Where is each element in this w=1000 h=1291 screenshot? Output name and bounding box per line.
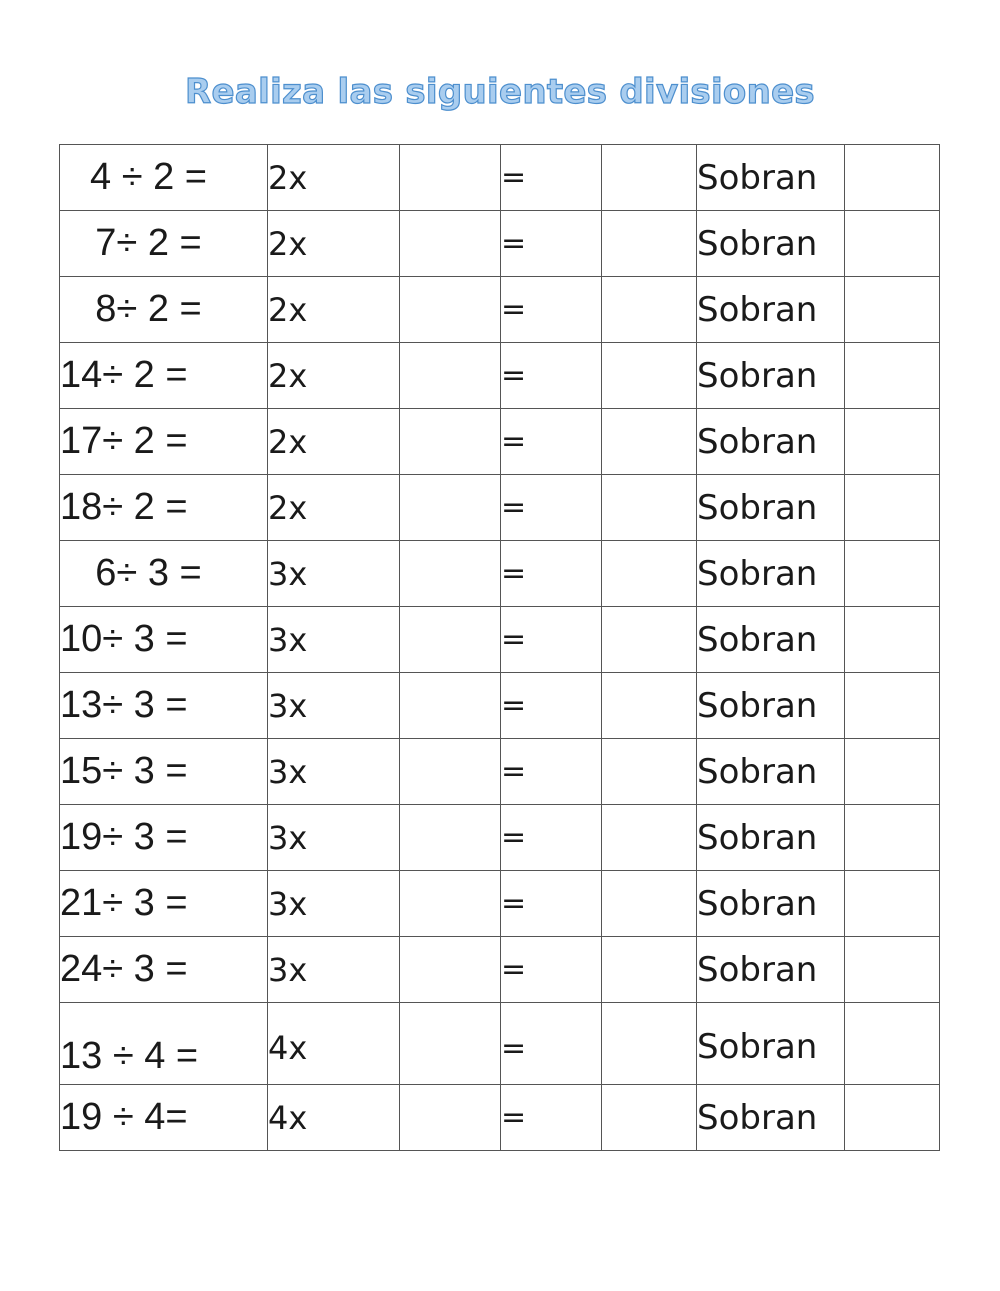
table-row [60,1003,940,1085]
answer-blank-product[interactable] [602,673,697,739]
remainder-label: Sobran [697,1085,845,1151]
equals-sign: = [501,475,602,541]
remainder-label: Sobran [697,673,845,739]
division-expression: 13 ÷ 4 = [60,1003,268,1085]
equals-sign: = [501,805,602,871]
remainder-label: Sobran [697,937,845,1003]
equals-sign: = [501,1003,602,1085]
answer-blank-remainder[interactable] [845,1003,940,1085]
answer-blank-multiplier[interactable] [400,475,501,541]
answer-blank-remainder[interactable] [845,145,940,211]
answer-blank-remainder[interactable] [845,475,940,541]
remainder-label: Sobran [697,541,845,607]
table-row [60,607,940,673]
multiplier-label: 4x [268,1003,400,1085]
answer-blank-multiplier[interactable] [400,805,501,871]
answer-blank-product[interactable] [602,145,697,211]
multiplier-label: 3x [268,607,400,673]
equals-sign: = [501,343,602,409]
answer-blank-product[interactable] [602,1003,697,1085]
remainder-label: Sobran [697,343,845,409]
answer-blank-multiplier[interactable] [400,1085,501,1151]
table-row [60,739,940,805]
multiplier-label: 2x [268,211,400,277]
answer-blank-product[interactable] [602,277,697,343]
answer-blank-remainder[interactable] [845,673,940,739]
division-expression: 8÷ 2 = [60,277,268,343]
division-expression: 19 ÷ 4= [60,1085,268,1151]
answer-blank-multiplier[interactable] [400,739,501,805]
equals-sign: = [501,1085,602,1151]
answer-blank-product[interactable] [602,1085,697,1151]
answer-blank-product[interactable] [602,607,697,673]
answer-blank-multiplier[interactable] [400,277,501,343]
equals-sign: = [501,673,602,739]
answer-blank-remainder[interactable] [845,937,940,1003]
answer-blank-remainder[interactable] [845,739,940,805]
equals-sign: = [501,409,602,475]
answer-blank-multiplier[interactable] [400,1003,501,1085]
remainder-label: Sobran [697,277,845,343]
equals-sign: = [501,277,602,343]
answer-blank-multiplier[interactable] [400,211,501,277]
answer-blank-product[interactable] [602,871,697,937]
division-expression: 15÷ 3 = [60,739,268,805]
answer-blank-multiplier[interactable] [400,409,501,475]
multiplier-label: 2x [268,277,400,343]
equals-sign: = [501,145,602,211]
answer-blank-product[interactable] [602,937,697,1003]
remainder-label: Sobran [697,475,845,541]
division-expression: 19÷ 3 = [60,805,268,871]
remainder-label: Sobran [697,409,845,475]
division-expression: 4 ÷ 2 = [60,145,268,211]
answer-blank-remainder[interactable] [845,1085,940,1151]
answer-blank-remainder[interactable] [845,805,940,871]
table-row [60,145,940,211]
division-expression: 21÷ 3 = [60,871,268,937]
multiplier-label: 2x [268,145,400,211]
multiplier-label: 3x [268,937,400,1003]
division-expression: 18÷ 2 = [60,475,268,541]
answer-blank-product[interactable] [602,343,697,409]
answer-blank-remainder[interactable] [845,409,940,475]
worksheet-title: Realiza las siguientes divisiones [185,72,815,112]
equals-sign: = [501,607,602,673]
equals-sign: = [501,739,602,805]
equals-sign: = [501,541,602,607]
multiplier-label: 2x [268,475,400,541]
answer-blank-remainder[interactable] [845,343,940,409]
remainder-label: Sobran [697,871,845,937]
remainder-label: Sobran [697,805,845,871]
division-expression: 14÷ 2 = [60,343,268,409]
equals-sign: = [501,871,602,937]
table-row [60,1085,940,1151]
answer-blank-multiplier[interactable] [400,145,501,211]
remainder-label: Sobran [697,145,845,211]
answer-blank-remainder[interactable] [845,607,940,673]
remainder-label: Sobran [697,607,845,673]
multiplier-label: 2x [268,343,400,409]
answer-blank-remainder[interactable] [845,871,940,937]
multiplier-label: 3x [268,673,400,739]
answer-blank-multiplier[interactable] [400,871,501,937]
table-row [60,343,940,409]
division-expression: 7÷ 2 = [60,211,268,277]
division-expression: 24÷ 3 = [60,937,268,1003]
multiplier-label: 3x [268,871,400,937]
answer-blank-product[interactable] [602,409,697,475]
answer-blank-multiplier[interactable] [400,541,501,607]
remainder-label: Sobran [697,1003,845,1085]
multiplier-label: 4x [268,1085,400,1151]
answer-blank-product[interactable] [602,475,697,541]
table-row [60,277,940,343]
table-row [60,937,940,1003]
answer-blank-multiplier[interactable] [400,673,501,739]
division-table [59,144,940,1151]
table-row [60,475,940,541]
answer-blank-multiplier[interactable] [400,607,501,673]
multiplier-label: 2x [268,409,400,475]
answer-blank-multiplier[interactable] [400,343,501,409]
table-row [60,409,940,475]
division-expression: 10÷ 3 = [60,607,268,673]
remainder-label: Sobran [697,211,845,277]
division-expression: 6÷ 3 = [60,541,268,607]
table-row [60,541,940,607]
table-row [60,673,940,739]
table-row [60,211,940,277]
table-row [60,805,940,871]
answer-blank-remainder[interactable] [845,277,940,343]
division-expression: 17÷ 2 = [60,409,268,475]
multiplier-label: 3x [268,739,400,805]
equals-sign: = [501,211,602,277]
answer-blank-multiplier[interactable] [400,937,501,1003]
answer-blank-product[interactable] [602,211,697,277]
multiplier-label: 3x [268,805,400,871]
answer-blank-product[interactable] [602,805,697,871]
division-expression: 13÷ 3 = [60,673,268,739]
answer-blank-remainder[interactable] [845,211,940,277]
division-table-body [60,145,940,1151]
table-row [60,871,940,937]
answer-blank-product[interactable] [602,739,697,805]
answer-blank-product[interactable] [602,541,697,607]
answer-blank-remainder[interactable] [845,541,940,607]
remainder-label: Sobran [697,739,845,805]
multiplier-label: 3x [268,541,400,607]
equals-sign: = [501,937,602,1003]
